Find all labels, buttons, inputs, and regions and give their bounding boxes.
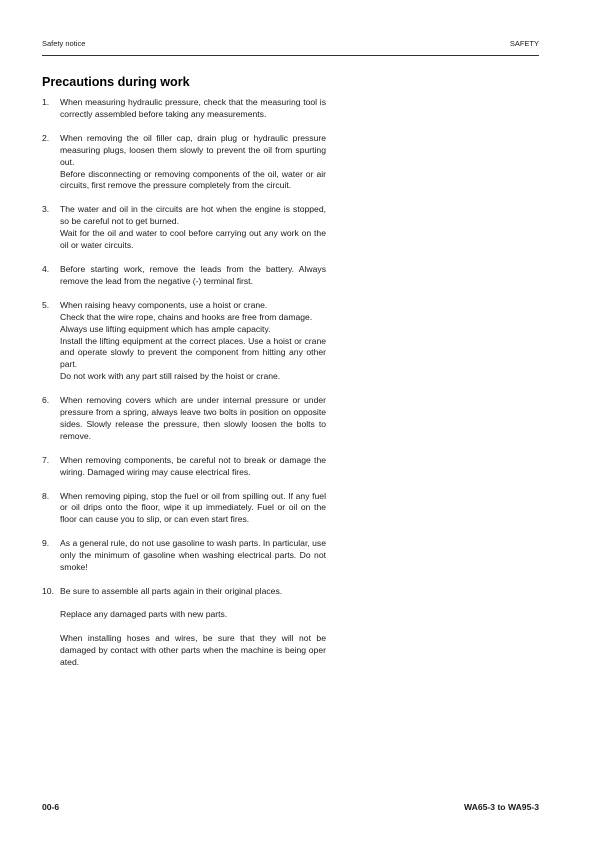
list-item	[42, 264, 326, 288]
list-item-body	[60, 300, 326, 383]
list-item-paragraph: Replace any damaged parts with new parts.	[60, 609, 228, 620]
list-item-number: 1.	[42, 97, 50, 107]
precautions-list	[42, 97, 326, 681]
list-item-body	[60, 133, 326, 193]
list-item-paragraph: When removing covers which are under internal pressure or under pressure from a spring, always leave two bolts in position on opposite sides. Slowly release the pressure, then slowly loosen the bolts to remove.	[60, 395, 326, 441]
list-item-paragraph: Before disconnecting or removing components of the oil, water or air circuits, first remove the pressure completely from the circuit.	[60, 168, 326, 191]
list-item-paragraph: When installing hoses and wires, be sure that they will not be damaged by contact with other parts when the machine is being oper ated.	[60, 632, 326, 667]
list-item-body	[60, 204, 326, 252]
list-item-number: 4.	[42, 263, 50, 274]
header-chapter-label: SAFETY	[509, 39, 539, 48]
page-number: 00-6	[42, 802, 60, 812]
header-rule	[42, 55, 539, 56]
list-item	[42, 455, 326, 479]
list-item-paragraph: Before starting work, remove the leads from the battery. Always remove the lead from the negative (-) terminal first.	[60, 263, 326, 286]
list-item-body	[60, 491, 326, 527]
list-item-paragraph: The water and oil in the circuits are hot when the engine is stopped, so be careful not to get burned.	[60, 204, 326, 227]
list-item-number: 9.	[42, 538, 50, 549]
list-item-number: 10.	[42, 586, 54, 596]
list-item-paragraph: Be sure to assemble all parts again in their original places.	[60, 586, 283, 596]
list-item	[42, 586, 326, 669]
list-item-paragraph: When removing piping, stop the fuel or oil from spilling out. If any fuel or oil drips onto the floor, wipe it up immediately. Fuel or oil on the floor can cause you to slip, or can even start fires.	[60, 490, 326, 525]
list-item-paragraph: Check that the wire rope, chains and hooks are free from damage.	[60, 311, 313, 322]
list-item-body	[60, 455, 326, 479]
list-item-body	[60, 97, 326, 121]
list-item-paragraph: Install the lifting equipment at the correct places. Use a hoist or crane and operate slowly to prevent the component from hitting any other part.	[60, 335, 326, 370]
list-item-body	[60, 586, 326, 669]
list-item-paragraph: Always use lifting equipment which has ample capacity.	[60, 323, 271, 334]
list-item-body	[60, 538, 326, 574]
list-item-number: 3.	[42, 204, 50, 215]
list-item-paragraph: Wait for the oil and water to cool before carrying out any work on the oil or water circuits.	[60, 228, 326, 251]
list-item	[42, 97, 326, 121]
list-item-number: 2.	[42, 132, 50, 143]
list-item-number: 8.	[42, 490, 50, 501]
list-item-body	[60, 395, 326, 443]
list-item-number: 6.	[42, 395, 50, 406]
list-item	[42, 133, 326, 193]
list-item-paragraph: As a general rule, do not use gasoline to wash parts. In particular, use only the minimum of gasoline when washing electrical parts. Do not smoke!	[60, 538, 326, 573]
list-item	[42, 538, 326, 574]
section-title: Precautions during work	[42, 75, 190, 89]
page-header	[42, 39, 539, 53]
list-item-number: 7.	[42, 454, 50, 465]
list-item-paragraph: Do not work with any part still raised by the hoist or crane.	[60, 371, 281, 382]
list-item	[42, 491, 326, 527]
list-item	[42, 300, 326, 383]
list-item-paragraph: When raising heavy components, use a hoist or crane.	[60, 299, 268, 310]
model-range: WA65-3 to WA95-3	[464, 802, 539, 812]
list-item-paragraph: When measuring hydraulic pressure, check that the measuring tool is correctly assembled before taking any measurements.	[60, 97, 326, 119]
list-item-paragraph: When removing components, be careful not to break or damage the wiring. Damaged wiring may cause electrical fires.	[60, 454, 326, 477]
list-item	[42, 204, 326, 252]
list-item	[42, 395, 326, 443]
list-item-number: 5.	[42, 299, 50, 310]
header-section-label: Safety notice	[42, 39, 86, 48]
list-item-paragraph: When removing the oil filler cap, drain plug or hydraulic pressure measuring plugs, loosen them slowly to prevent the oil from spurting out.	[60, 132, 326, 167]
list-item-body	[60, 264, 326, 288]
